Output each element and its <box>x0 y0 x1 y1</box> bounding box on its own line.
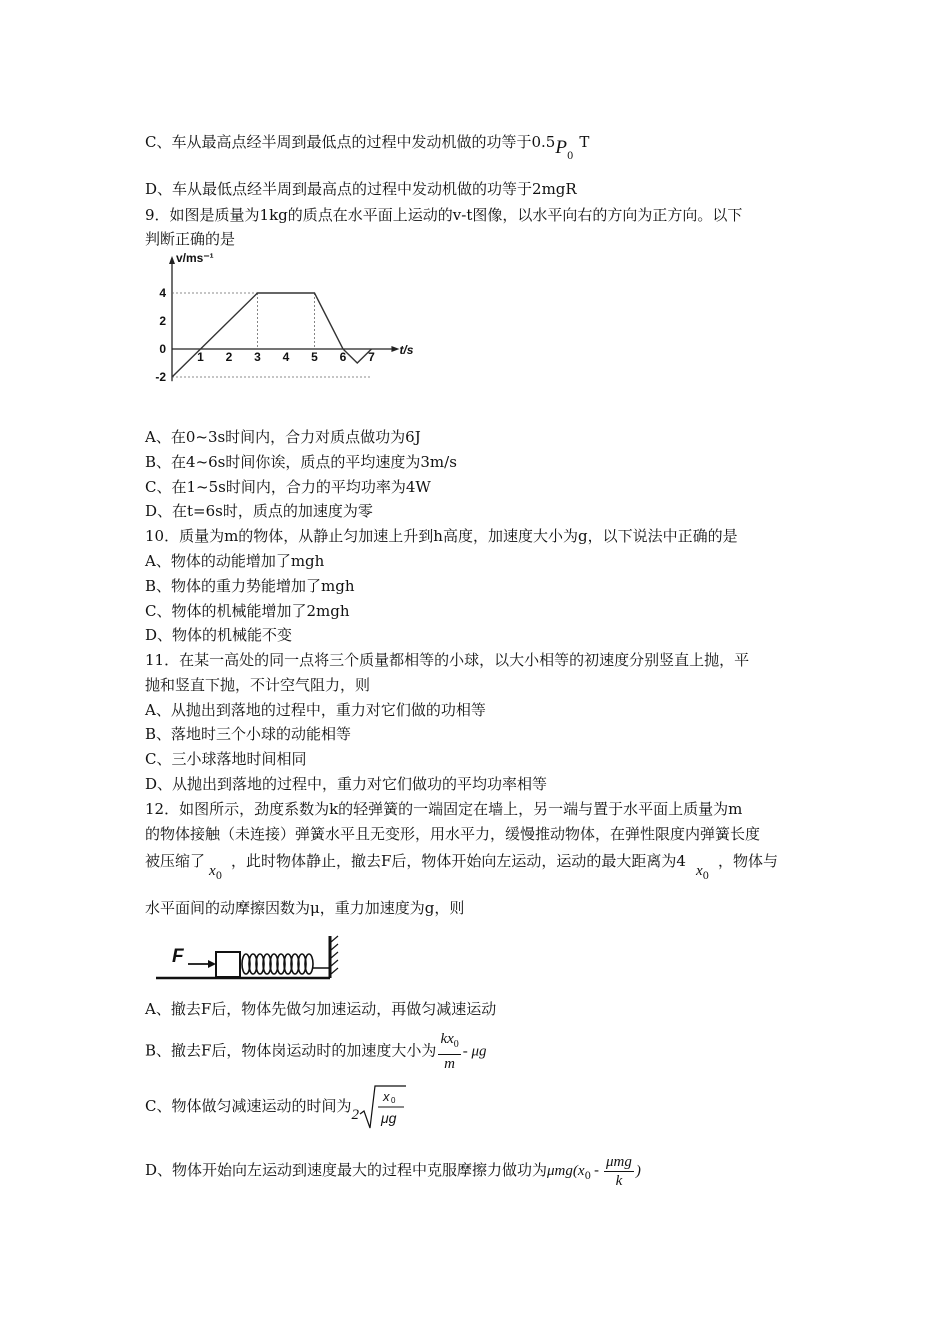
q9-stem-line2: 判断正确的是 <box>145 230 236 248</box>
q10-option-d: D、物体的机械能不变 <box>145 626 293 644</box>
q12-stem-line4: 水平面间的动摩擦因数为μ，重力加速度为g，则 <box>145 899 465 917</box>
q9-option-d: D、在t=6s时，质点的加速度为零 <box>145 502 373 520</box>
block <box>216 952 240 977</box>
y-axis-label: v/ms⁻¹ <box>176 252 214 265</box>
q10-option-a: A、物体的动能增加了mgh <box>145 552 325 570</box>
y-tick-label: -2 <box>155 370 166 384</box>
q11-stem-line2: 抛和竖直下抛，不计空气阻力，则 <box>145 676 371 694</box>
velocity-line <box>172 293 372 377</box>
q12-option-d: D、物体开始向左运动到速度最大的过程中克服摩擦力做功为$\mu mg(x_0$ - $\frac{\text{μmg}}{k}$ ) <box>145 1153 641 1189</box>
vt-chart <box>150 252 420 402</box>
spring-block-figure <box>150 928 340 990</box>
q11-stem-line1: 11．在某一高处的同一点将三个质量都相等的小球，以大小相等的初速度分别竖直上抛，平 <box>145 651 750 669</box>
force-label: F <box>172 946 184 967</box>
x-tick-label: 4 <box>282 350 290 364</box>
q12-stem-line3: 被压缩了$x_0$，此时物体静止，撤去F后，物体开始向左运动，运动的最大距离为$4x_0$，物体与 <box>145 852 778 882</box>
x-tick-label: 3 <box>254 350 261 364</box>
sqrt-expression <box>359 1084 407 1130</box>
q12-option-b: B、撤去F后，物体岗运动时的加速度大小为 $\frac{kx_0}{m}$ - μg <box>145 1031 487 1072</box>
q12-option-c: C、物体做匀减速运动的时间为2 x 0 μg <box>145 1084 407 1130</box>
q11-option-d: D、从抛出到落地的过程中，重力对它们做功的平均功率相等 <box>145 775 548 793</box>
q9-stem-line1: 9．如图是质量为1kg的质点在水平面上运动的v-t图像，以水平向右的方向为正方向。以下 <box>145 206 743 224</box>
p0-symbol: P <box>555 137 567 158</box>
q11-option-c: C、三小球落地时间相同 <box>145 750 307 768</box>
q12-option-a: A、撤去F后，物体先做匀加速运动，再做匀减速运动 <box>145 1000 497 1018</box>
q9-option-a: A、在0~3s时间内，合力对质点做功为6J <box>145 428 421 446</box>
y-tick-label: 4 <box>159 286 166 300</box>
svg-text:0: 0 <box>390 1096 396 1105</box>
x-tick-label: 6 <box>339 350 347 364</box>
q8-option-d: D、车从最低点经半周到最高点的过程中发动机做的功等于2mgR <box>145 180 577 198</box>
x-axis-arrow <box>391 346 399 352</box>
x-tick-label: 5 <box>311 350 318 364</box>
radical-icon <box>359 1084 407 1130</box>
q10-option-b: B、物体的重力势能增加了mgh <box>145 577 355 595</box>
y-tick-label: 0 <box>159 342 166 356</box>
q10-stem: 10．质量为m的物体，从静止匀加速上升到h高度，加速度大小为g，以下说法中正确的是 <box>145 527 738 545</box>
q8-option-c: C、车从最高点经半周到最低点的过程中发动机做的功等于$0.5P_0T$ <box>145 133 590 162</box>
x-tick-label: 2 <box>225 350 233 364</box>
q9-option-b: B、在4~6s时间你诶，质点的平均速度为3m/s <box>145 453 457 471</box>
y-axis-arrow <box>169 256 175 264</box>
spring-coil <box>242 954 313 974</box>
x-tick-label: 1 <box>197 350 204 364</box>
x-axis-label: t/s <box>399 343 414 357</box>
svg-text:x: x <box>382 1089 390 1104</box>
q10-option-c: C、物体的机械能增加了2mgh <box>145 602 350 620</box>
fraction-kx0-over-m: $\frac{kx_0}{m}$ <box>440 1031 459 1072</box>
y-tick-label: 2 <box>159 314 166 328</box>
q11-option-b: B、落地时三个小球的动能相等 <box>145 725 352 743</box>
svg-text:μg: μg <box>380 1110 397 1126</box>
x-tick-label: 7 <box>368 350 375 364</box>
q12-stem-line2: 的物体接触（未连接）弹簧水平且无变形，用水平力，缓慢推动物体，在弹性限度内弹簧长度 <box>145 825 761 843</box>
q9-option-c: C、在1~5s时间内，合力的平均功率为4W <box>145 478 431 496</box>
q12-stem-line1: 12．如图所示，劲度系数为k的轻弹簧的一端固定在墙上，另一端与置于水平面上质量为m <box>145 800 743 818</box>
fraction-umg-over-k: $\frac{\text{μmg}}{k}$ <box>606 1153 632 1189</box>
force-arrow-icon <box>208 960 216 968</box>
q11-option-a: A、从抛出到落地的过程中，重力对它们做的功相等 <box>145 701 486 719</box>
